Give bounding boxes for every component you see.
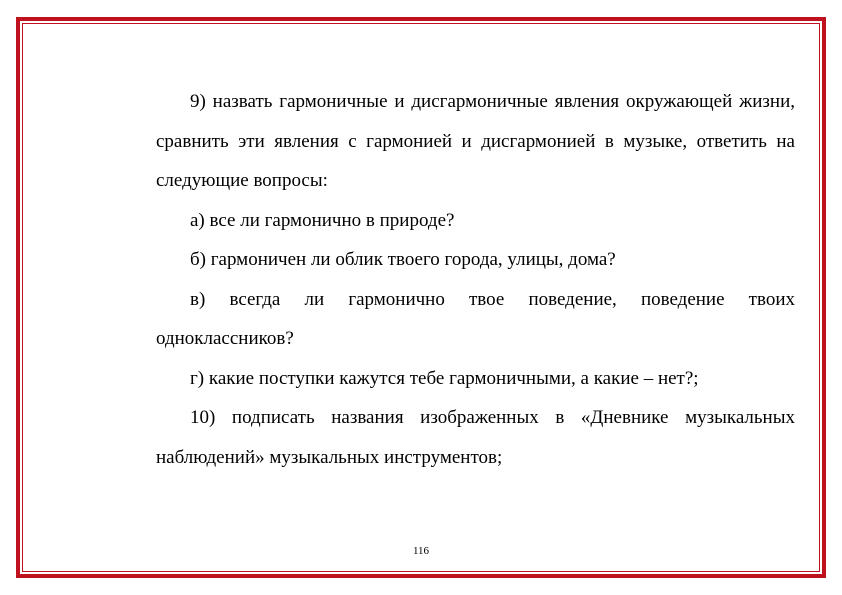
paragraph-question-v: в) всегда ли гармонично твое поведение, поведение твоих одноклассников? xyxy=(156,288,795,349)
page-content xyxy=(156,82,795,477)
paragraph-question-b: б) гармоничен ли облик твоего города, улицы, дома? xyxy=(190,249,616,270)
page-number: 116 xyxy=(412,545,430,557)
paragraph-question-g: г) какие поступки кажутся тебе гармоничными, а какие – нет?; xyxy=(190,367,699,389)
paragraph-item-10: 10) подписать названия изображенных в «Дневнике музыкальных наблюдений» музыкальных инструментов; xyxy=(156,407,795,468)
paragraph-question-a: а) все ли гармонично в природе? xyxy=(190,209,455,231)
paragraph-item-9: 9) назвать гармоничные и дисгармоничные явления окружающей жизни, сравнить эти явления с гармонией и дисгармонией в музыке, ответить на следующие вопросы: xyxy=(156,91,795,191)
